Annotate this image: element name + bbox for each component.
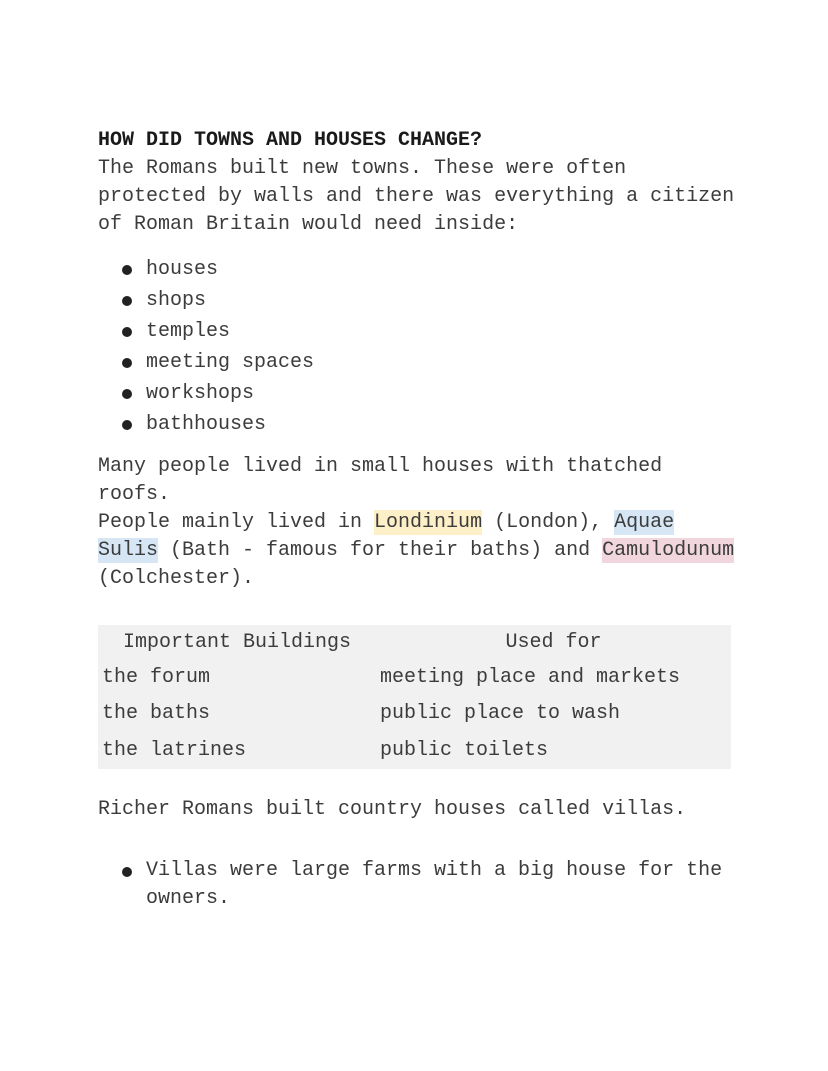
list-item: Villas were large farms with a big house for the owners. [122, 857, 738, 913]
bullet-icon [122, 867, 132, 877]
list-item: meeting spaces [122, 347, 738, 378]
villa-points-list [98, 857, 738, 913]
bullet-icon [122, 420, 132, 430]
table-row [98, 659, 731, 696]
houses-paragraph: Many people lived in small houses with thatched roofs. [98, 455, 663, 506]
highlight-aquae-sulis: Aquae Sulis [98, 511, 675, 562]
list-item: temples [122, 316, 738, 347]
list-item: bathhouses [122, 409, 738, 440]
table-cell: public place to wash [380, 702, 621, 726]
page-heading: HOW DID TOWNS AND HOUSES CHANGE? [98, 129, 483, 152]
table-cell: meeting place and markets [380, 665, 681, 689]
places-paragraph: People mainly lived in Londinium (London), Aquae Sulis (Bath - famous for their baths) and Camulodunum (Colchester). [98, 511, 735, 590]
list-item: shops [122, 285, 738, 316]
document-page [98, 127, 738, 913]
list-item: workshops [122, 378, 738, 409]
intro-paragraph: The Romans built new towns. These were often protected by walls and there was everything a citizen of Roman Britain would need inside: [98, 157, 735, 236]
highlight-camulodunum: Camulodunum [602, 539, 735, 562]
town-features-list [98, 254, 738, 440]
villas-paragraph: Richer Romans built country houses called villas. [98, 797, 687, 821]
bullet-icon [122, 296, 132, 306]
bullet-icon [122, 358, 132, 368]
table-cell: the forum [102, 665, 211, 689]
column-header: Important Buildings [122, 630, 352, 654]
table-row [98, 732, 731, 769]
bullet-icon [122, 265, 132, 275]
buildings-table [98, 625, 731, 769]
highlight-londinium: Londinium [374, 511, 483, 534]
table-cell: the latrines [102, 738, 247, 762]
table-cell: public toilets [380, 738, 549, 762]
table-row [98, 696, 731, 733]
bullet-icon [122, 389, 132, 399]
table-header-row [98, 625, 731, 659]
column-header: Used for [505, 630, 602, 654]
list-item: houses [122, 254, 738, 285]
bullet-icon [122, 327, 132, 337]
table-cell: the baths [102, 702, 211, 726]
